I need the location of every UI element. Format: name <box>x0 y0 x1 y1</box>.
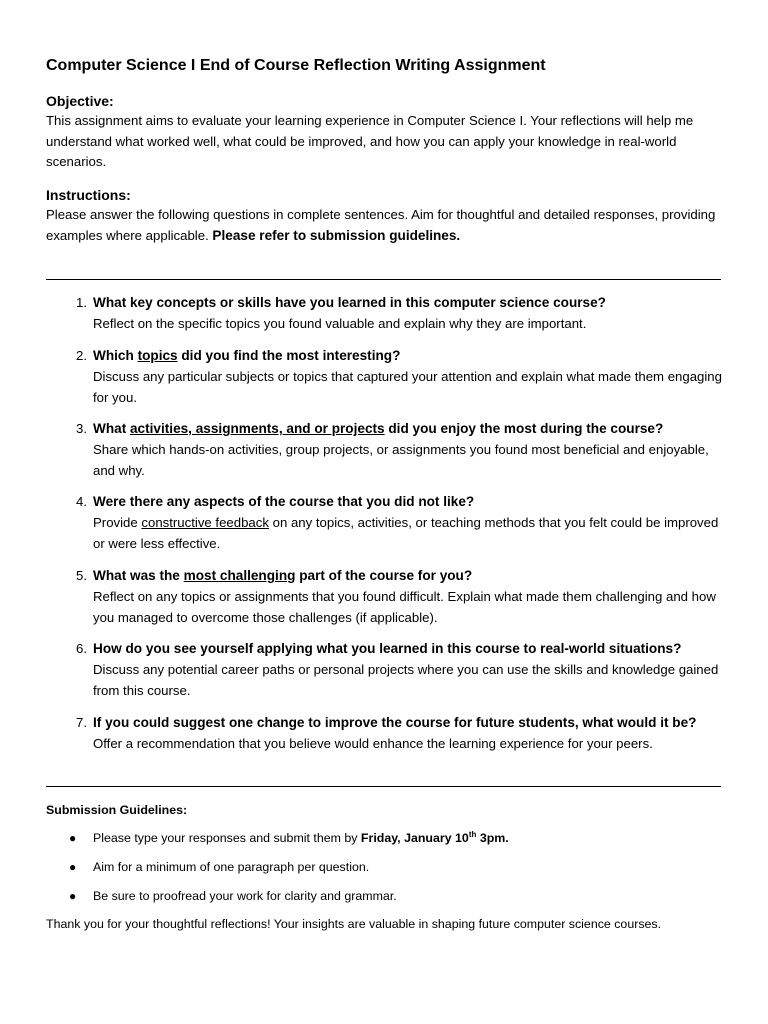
question-item <box>46 293 726 335</box>
question-title <box>93 293 726 313</box>
question-title-text: If you could suggest one change to improve the course for future students, what would it be? <box>93 715 697 730</box>
guideline-item <box>46 858 726 876</box>
instructions-text <box>46 205 726 246</box>
question-number: 1. <box>76 295 87 310</box>
question-title-emphasis: most challenging <box>183 568 296 583</box>
guideline-deadline-suffix: th <box>468 829 477 839</box>
objective-heading: Objective: <box>46 93 114 109</box>
question-title <box>93 346 726 366</box>
bottom-divider <box>46 786 721 787</box>
bullet-icon: ● <box>69 831 77 845</box>
instructions-section <box>46 185 726 246</box>
guideline-deadline-time: 3pm. <box>476 831 509 845</box>
question-item <box>46 713 726 755</box>
guideline-text-part: Please type your responses and submit them by <box>93 831 361 845</box>
question-title <box>93 713 726 733</box>
question-title-text: did you enjoy the most during the course? <box>384 421 664 436</box>
guideline-item <box>46 829 726 847</box>
question-description: Share which hands-on activities, group projects, or assignments you found most beneficial and enjoyable, and why. <box>93 442 709 478</box>
question-description-text: on any topics, activities, or teaching methods that you felt could be improved or were less effective. <box>93 515 719 551</box>
question-number: 7. <box>76 715 87 730</box>
guideline-text: Be sure to proofread your work for clarity and grammar. <box>93 889 397 903</box>
bullet-icon: ● <box>69 889 77 903</box>
question-description: Discuss any particular subjects or topics that captured your attention and explain what made them engaging for you. <box>93 369 722 405</box>
question-title <box>93 566 726 586</box>
question-description: Offer a recommendation that you believe would enhance the learning experience for your peers. <box>93 736 653 751</box>
question-description: Discuss any potential career paths or personal projects where you can use the skills and knowledge gained from this course. <box>93 662 719 698</box>
document-title: Computer Science I End of Course Reflection Writing Assignment <box>46 57 546 74</box>
question-number: 2. <box>76 348 87 363</box>
question-title <box>93 639 726 659</box>
question-title-emphasis: activities, assignments, and or projects <box>130 421 385 436</box>
bullet-icon: ● <box>69 860 77 874</box>
question-item <box>46 639 726 701</box>
question-title-text: What was the <box>93 568 184 583</box>
question-description-emphasis: constructive feedback <box>141 515 269 530</box>
guideline-text: Aim for a minimum of one paragraph per question. <box>93 860 370 874</box>
guideline-item <box>46 887 726 905</box>
question-title-text: What <box>93 421 130 436</box>
instructions-refer-note: Please refer to submission guidelines. <box>212 227 461 243</box>
question-item <box>46 566 726 628</box>
question-title-text: part of the course for you? <box>295 568 473 583</box>
objective-text: This assignment aims to evaluate your learning experience in Computer Science I. Your reflections will help me understand what worked well, what could be improved, and how you can apply your knowledge in real-world scenarios. <box>46 113 694 169</box>
question-title <box>93 419 726 439</box>
question-number: 3. <box>76 421 87 436</box>
question-description <box>93 513 726 554</box>
guideline-deadline: Friday, January 10 <box>360 831 469 845</box>
top-divider <box>46 279 721 280</box>
submission-guidelines-heading: Submission Guidelines: <box>46 803 188 817</box>
question-title-text: Were there any aspects of the course that you did not like? <box>93 494 475 509</box>
question-description-text: Provide <box>93 515 142 530</box>
question-number: 5. <box>76 568 87 583</box>
question-number: 6. <box>76 641 87 656</box>
instructions-body: Please answer the following questions in complete sentences. Aim for thoughtful and detailed responses, providing examples where applicable. <box>46 207 716 243</box>
question-title <box>93 492 726 512</box>
closing-note: Thank you for your thoughtful reflections! Your insights are valuable in shaping future computer science courses. <box>46 917 662 931</box>
question-title-text: What key concepts or skills have you learned in this computer science course? <box>93 295 606 310</box>
objective-section <box>46 91 726 173</box>
instructions-heading: Instructions: <box>46 187 131 203</box>
question-item <box>46 346 726 408</box>
guideline-text <box>93 829 726 847</box>
question-title-text: Which <box>93 348 138 363</box>
question-title-text: did you find the most interesting? <box>177 348 401 363</box>
question-number: 4. <box>76 494 87 509</box>
question-item <box>46 419 726 481</box>
question-description: Reflect on the specific topics you found valuable and explain why they are important. <box>93 316 587 331</box>
question-title-text: How do you see yourself applying what you learned in this course to real-world situations? <box>93 641 682 656</box>
question-title-emphasis: topics <box>137 348 178 363</box>
question-item <box>46 492 726 554</box>
question-description: Reflect on any topics or assignments that you found difficult. Explain what made them challenging and how you managed to overcome those challenges (if applicable). <box>93 589 716 625</box>
